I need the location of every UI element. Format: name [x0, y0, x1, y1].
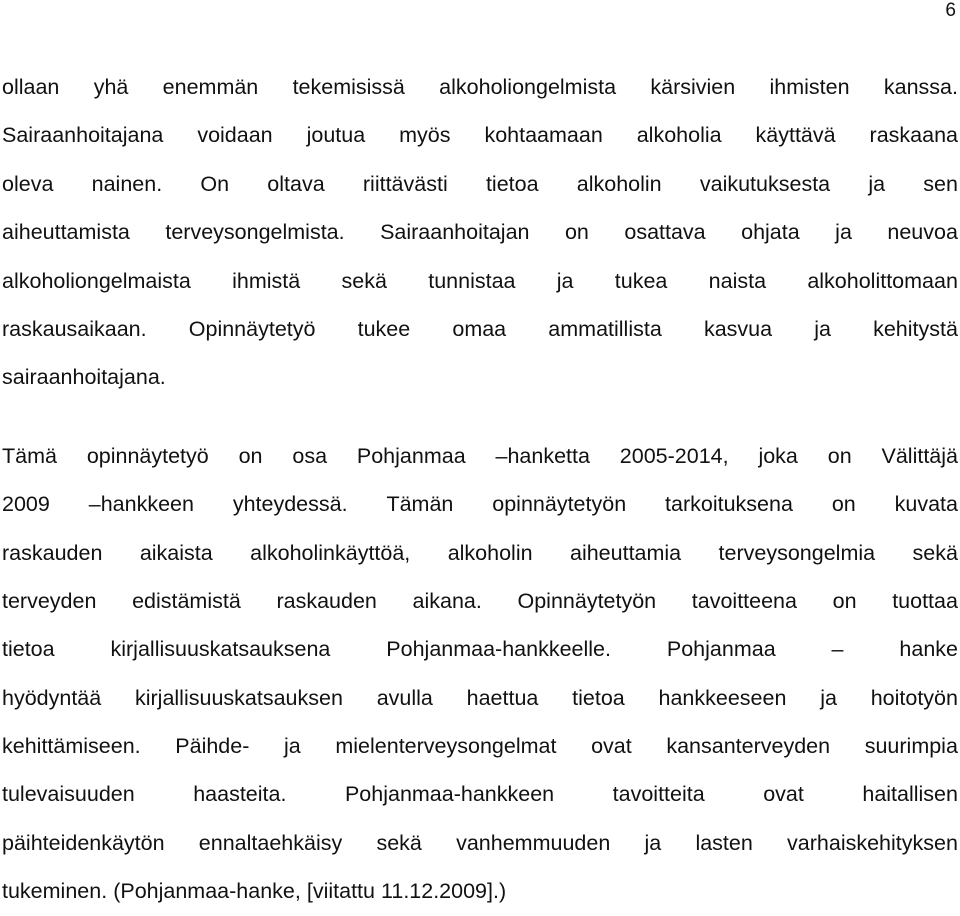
word: ja [835, 220, 852, 245]
word: aiheuttamia [569, 540, 682, 565]
word: tietoa [572, 685, 625, 710]
word: avulla [376, 685, 433, 710]
word: tavoitteena [691, 588, 797, 613]
word: tekemisissä [292, 75, 405, 99]
word: sekä [376, 830, 422, 855]
word: tarkoituksena [665, 492, 793, 517]
word: Pohjanmaa [356, 443, 466, 468]
word: alkoholittomaan [807, 268, 958, 293]
word: alkoholin [576, 171, 662, 196]
word: alkoholia [636, 123, 722, 148]
word: haettua [466, 685, 539, 710]
word: naista [708, 268, 767, 293]
word: ja [868, 171, 886, 196]
word: Välittäjä [881, 443, 958, 468]
text-line [2, 722, 958, 770]
word: raskauden [276, 588, 377, 613]
word: haasteita. [193, 782, 287, 807]
word: sekä [341, 268, 387, 293]
word: aikaista [139, 540, 213, 565]
word: kehitystä [873, 316, 958, 341]
word: tukea [614, 268, 668, 293]
word: kuvata [894, 492, 958, 517]
word: on [238, 443, 263, 468]
word: sen [923, 171, 958, 196]
word: oltava [267, 171, 325, 196]
word: 2009 [2, 492, 50, 517]
word: tukeminen. [2, 879, 108, 904]
word: suurimpia [864, 734, 958, 759]
word: sekä [912, 540, 958, 565]
word: kehittämiseen. [2, 734, 141, 759]
word: joka [758, 443, 798, 468]
text-line [2, 529, 958, 577]
text-line [2, 625, 958, 673]
word: hankkeeseen [658, 685, 787, 710]
word: Pohjanmaa-hankkeen [344, 782, 555, 807]
text-line [2, 867, 958, 915]
word: edistämistä [132, 588, 241, 613]
text-line [2, 111, 958, 159]
word: alkoholin [447, 540, 533, 565]
text-line [2, 305, 958, 353]
word: ja [820, 685, 837, 710]
text-line [2, 480, 958, 528]
word: ja [644, 830, 662, 855]
word: Tämä [2, 443, 57, 468]
word: aikana. [412, 588, 482, 613]
word: terveysongelmista. [165, 220, 345, 245]
word: tulevaisuuden [2, 782, 135, 807]
word: käyttävä [755, 123, 836, 148]
word: yhteydessä. [232, 492, 348, 517]
text-line [2, 770, 958, 818]
text-line [2, 819, 958, 867]
word: vaikutuksesta [699, 171, 831, 196]
word: on [831, 492, 856, 517]
word: ihmisten [769, 75, 850, 99]
word: enemmän [162, 75, 259, 99]
word: ihmistä [232, 268, 301, 293]
paragraph [2, 63, 958, 402]
word: kansanterveyden [666, 734, 831, 759]
word: hyödyntää [2, 685, 102, 710]
word: varhaiskehityksen [787, 830, 958, 855]
word: –hankkeen [88, 492, 194, 517]
word: raskauden [2, 540, 103, 565]
word: oleva [2, 171, 54, 196]
word: tukee [357, 316, 411, 341]
word: ovat [763, 782, 804, 807]
word: haitallisen [862, 782, 958, 807]
word: terveysongelmia [718, 540, 876, 565]
word: terveyden [2, 588, 97, 613]
word: opinnäytetyö [86, 443, 209, 468]
page-number: 6 [945, 0, 956, 21]
word: 11.12.2009].) [381, 879, 507, 904]
word: (Pohjanmaa-hanke, [113, 879, 301, 904]
text-line [2, 353, 958, 401]
paragraph [2, 432, 958, 916]
word: voidaan [197, 123, 273, 148]
word: raskaana [869, 123, 958, 148]
word: On [200, 171, 230, 196]
word: on [827, 443, 852, 468]
word: osa [292, 443, 328, 468]
word: opinnäytetyön [492, 492, 627, 517]
word: joutua [306, 123, 366, 148]
document-body [2, 63, 958, 916]
word: hanke [899, 637, 958, 662]
text-line [2, 432, 958, 480]
word: aiheuttamista [2, 220, 130, 245]
word: Pohjanmaa [666, 637, 776, 662]
word: Opinnäytetyön [517, 588, 657, 613]
word: kohtaamaan [484, 123, 603, 148]
text-line [2, 674, 958, 722]
word: alkoholiongelmista [439, 75, 617, 99]
word: Sairaanhoitajan [380, 220, 530, 245]
word: kanssa. [883, 75, 958, 99]
word: yhä [93, 75, 129, 99]
word: tunnistaa [428, 268, 516, 293]
word: Opinnäytetyö [188, 316, 316, 341]
word: tavoitteita [612, 782, 705, 807]
word: 2005-2014, [619, 443, 729, 468]
word: myös [399, 123, 451, 148]
paragraph-gap [2, 402, 958, 432]
word: osattava [624, 220, 706, 245]
word: ja [556, 268, 574, 293]
word: tuottaa [892, 588, 958, 613]
word: kirjallisuuskatsauksen [134, 685, 343, 710]
word: lasten [695, 830, 753, 855]
word: – [831, 637, 844, 662]
word: Sairaanhoitajana [2, 123, 164, 148]
text-line [2, 577, 958, 625]
word: ollaan [2, 75, 60, 99]
word: Päihde- [175, 734, 250, 759]
word: ja [814, 316, 831, 341]
word: tietoa [485, 171, 539, 196]
word: neuvoa [887, 220, 958, 245]
word: on [564, 220, 589, 245]
word: päihteidenkäytön [2, 830, 165, 855]
word: nainen. [91, 171, 163, 196]
text-line [2, 208, 958, 256]
word: riittävästi [362, 171, 448, 196]
word: on [832, 588, 857, 613]
word: raskausaikaan. [2, 316, 147, 341]
word: sairaanhoitajana. [2, 365, 166, 390]
word: alkoholinkäyttöä, [250, 540, 411, 565]
text-line [2, 63, 958, 111]
word: vanhemmuuden [456, 830, 611, 855]
word: mielenterveysongelmat [335, 734, 557, 759]
word: Pohjanmaa-hankkeelle. [386, 637, 611, 662]
word: ovat [591, 734, 632, 759]
text-line [2, 257, 958, 305]
word: kasvua [703, 316, 773, 341]
word: [viitattu [306, 879, 375, 904]
word: ennaltaehkäisy [198, 830, 343, 855]
word: –hanketta [495, 443, 590, 468]
word: ja [284, 734, 301, 759]
word: omaa [452, 316, 507, 341]
word: kirjallisuuskatsauksena [110, 637, 331, 662]
word: alkoholiongelmaista [2, 268, 191, 293]
word: hoitotyön [870, 685, 958, 710]
word: ohjata [741, 220, 800, 245]
word: ammatillista [548, 316, 662, 341]
text-line [2, 160, 958, 208]
word: tietoa [2, 637, 55, 662]
word: Tämän [386, 492, 454, 517]
word: kärsivien [650, 75, 736, 99]
